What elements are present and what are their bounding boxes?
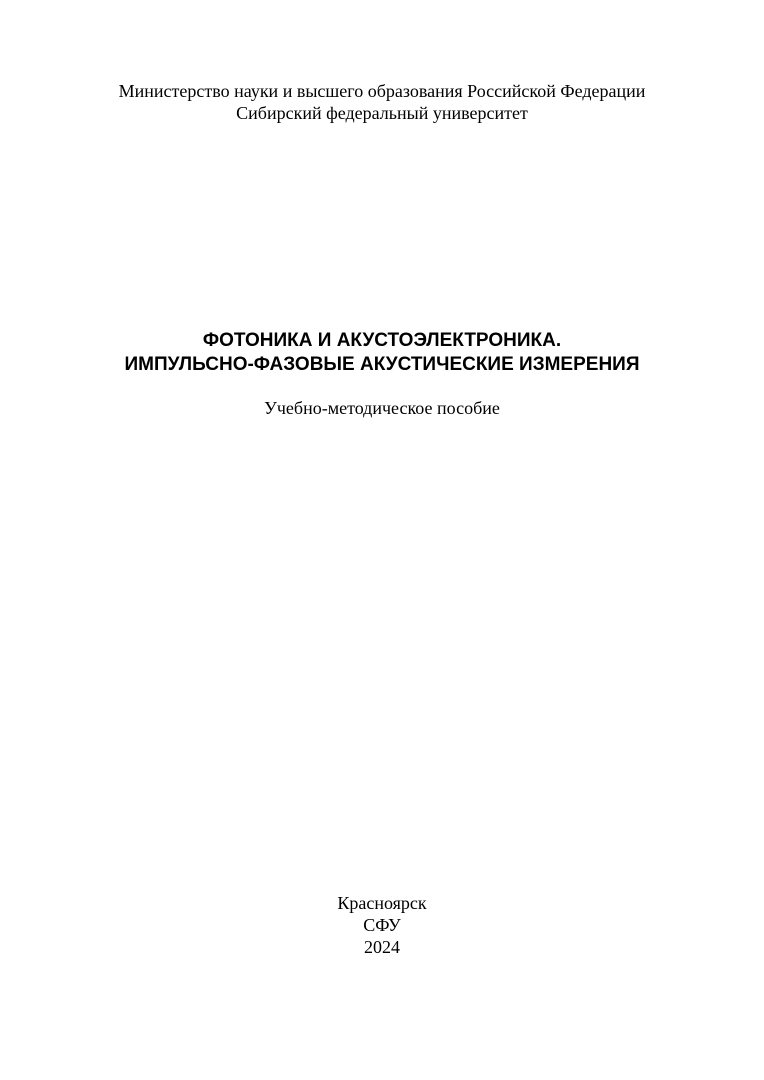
imprint-city: Красноярск [337, 893, 427, 913]
imprint-year: 2024 [364, 937, 400, 957]
document-title-line-2: ИМПУЛЬСНО-ФАЗОВЫЕ АКУСТИЧЕСКИЕ ИЗМЕРЕНИЯ [124, 354, 640, 375]
ministry-name: Министерство науки и высшего образования Российской Федерации [118, 81, 646, 101]
document-title-line-1: ФОТОНИКА И АКУСТОЭЛЕКТРОНИКА. [202, 330, 562, 351]
document-type: Учебно-методическое пособие [264, 398, 500, 418]
imprint-publisher: СФУ [363, 915, 401, 935]
university-name: Сибирский федеральный университет [236, 103, 528, 123]
